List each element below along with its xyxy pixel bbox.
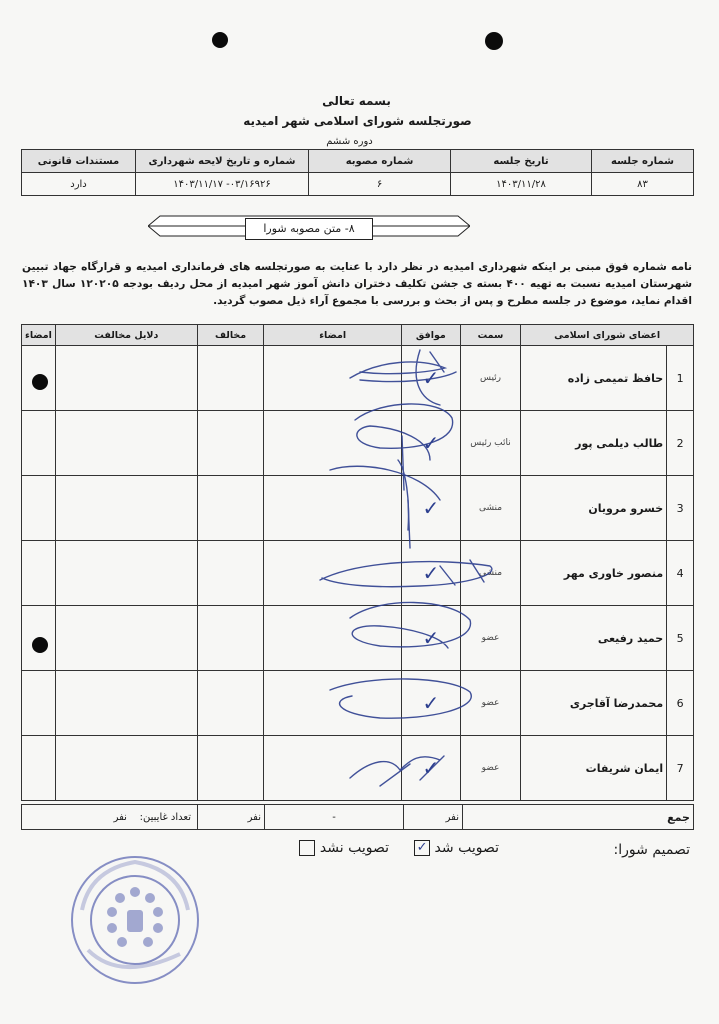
resolution-text: نامه شماره فوق مبنی بر اینکه شهرداری امیدیه در نظر دارد با عنایت به صورتجلسه های فرمانداری امیدیه و قرارگاه جهاد تبیین شهرستان امیدیه نسبت به تهیه ۴۰۰ بسته ی جشن تکلیف دختران دانش آموز شهر امیدیه از محل ردیف بودجه ۱۲۰۲۰۵ سال ۱۴۰۳ اقدام نماید، موضوع در جلسه مطرح و پس از بحث و بررسی با مجموع آراء ذیل مصوب گردید. [22,261,692,307]
rejected-checkbox[interactable] [299,840,315,856]
agree-checkmark: ✓ [402,411,461,476]
signature-cell [264,476,402,541]
member-name: حمید رفیعی [521,606,667,671]
signature-cell [264,346,402,411]
member-name: منصور خاوری مهر [521,541,667,606]
resolution-number: ۶ [309,173,451,196]
totals-table [21,804,694,830]
row-number: 6 [667,671,694,736]
member-position: نائب رئیس [460,411,521,476]
table-row [22,736,694,801]
header-members: اعضای شورای اسلامی [521,325,694,346]
oppose-reasons-cell [55,411,197,476]
header-signature: امضاء [264,325,402,346]
signature-cell-2 [22,346,56,411]
punch-hole [212,32,228,48]
totals-label: جمع [463,805,694,830]
header-oppose: مخالف [197,325,264,346]
oppose-reasons-cell [55,671,197,736]
header-bill-number-date: شماره و تاریخ لایحه شهرداری [136,150,309,173]
signature-cell [264,541,402,606]
member-name: محمدرضا آقاجری [521,671,667,736]
header-session-number: شماره جلسه [592,150,694,173]
header-signature-2: امضاء [22,325,56,346]
rejected-label: تصویب نشد [319,840,389,856]
punch-hole [485,32,503,50]
members-table [21,324,694,801]
table-row [22,346,694,411]
oppose-reasons-cell [55,476,197,541]
member-position: عضو [460,736,521,801]
table-row [22,671,694,736]
legal-documents: دارد [22,173,136,196]
agree-checkmark: ✓ [402,476,461,541]
rejected-option [299,840,389,856]
approved-checkbox[interactable]: ✓ [414,840,430,856]
header-resolution-number: شماره مصوبه [309,150,451,173]
resolution-heading: ۸- متن مصوبه شورا [245,218,373,240]
agree-checkmark: ✓ [402,736,461,801]
signature-cell-2 [22,541,56,606]
row-number: 1 [667,346,694,411]
member-position: عضو [460,671,521,736]
agree-checkmark: ✓ [402,346,461,411]
session-number: ۸۳ [592,173,694,196]
official-stamp [60,850,210,990]
row-number: 7 [667,736,694,801]
oppose-reasons-cell [55,606,197,671]
signature-cell-2 [22,606,56,671]
signature-cell-2 [22,476,56,541]
agree-checkmark: ✓ [402,606,461,671]
agree-checkmark: ✓ [402,671,461,736]
term-label: دوره ششم [326,136,373,147]
oppose-reasons-cell [55,541,197,606]
meeting-info-table [21,149,694,196]
session-date: ۱۴۰۳/۱۱/۲۸ [451,173,592,196]
signature-cell-2 [22,411,56,476]
oppose-cell [197,346,264,411]
table-row [22,541,694,606]
header-legal-documents: مستندات قانونی [22,150,136,173]
member-position: منشی [460,541,521,606]
approved-option [414,840,499,856]
signature-cell [264,606,402,671]
table-row [22,476,694,541]
signature-cell-2 [22,736,56,801]
row-number: 5 [667,606,694,671]
member-name: حافظ تمیمی زاده [521,346,667,411]
header-oppose-reasons: دلایل مخالفت [55,325,197,346]
signature-cell [264,736,402,801]
oppose-reasons-cell [55,736,197,801]
signature-cell [264,411,402,476]
member-position: منشی [460,476,521,541]
bill-number-date: ۱۴۰۳/۱۱/۱۷ -۰۳/۱۶۹۲۶ [136,173,309,196]
header-agree: موافق [402,325,461,346]
absent-count [22,805,198,830]
document-title: صورتجلسه شورای اسلامی شهر امیدیه [243,114,472,128]
header-session-date: تاریخ جلسه [451,150,592,173]
absent-unit: نفر [113,811,127,823]
absent-label: تعداد غایبین: [139,811,191,823]
signature-cell-2 [22,671,56,736]
table-row [22,606,694,671]
basmala: بسمه تعالی [322,94,391,108]
header-position: سمت [460,325,521,346]
signature-cell [264,671,402,736]
approved-label: تصویب شد [434,840,499,856]
oppose-total-unit: نفر [198,805,265,830]
member-position: رئیس [460,346,521,411]
agree-total-unit: نفر [404,805,463,830]
member-name: طالب دیلمی پور [521,411,667,476]
row-number: 4 [667,541,694,606]
member-name: خسرو مرویان [521,476,667,541]
agree-checkmark: ✓ [402,541,461,606]
oppose-cell [197,476,264,541]
row-number: 2 [667,411,694,476]
member-position: عضو [460,606,521,671]
oppose-cell [197,671,264,736]
oppose-cell [197,606,264,671]
decision-label: تصمیم شورا: [613,842,690,858]
oppose-reasons-cell [55,346,197,411]
oppose-total: - [265,805,404,830]
row-number: 3 [667,476,694,541]
oppose-cell [197,736,264,801]
oppose-cell [197,411,264,476]
table-row [22,411,694,476]
oppose-cell [197,541,264,606]
member-name: ایمان شریفات [521,736,667,801]
